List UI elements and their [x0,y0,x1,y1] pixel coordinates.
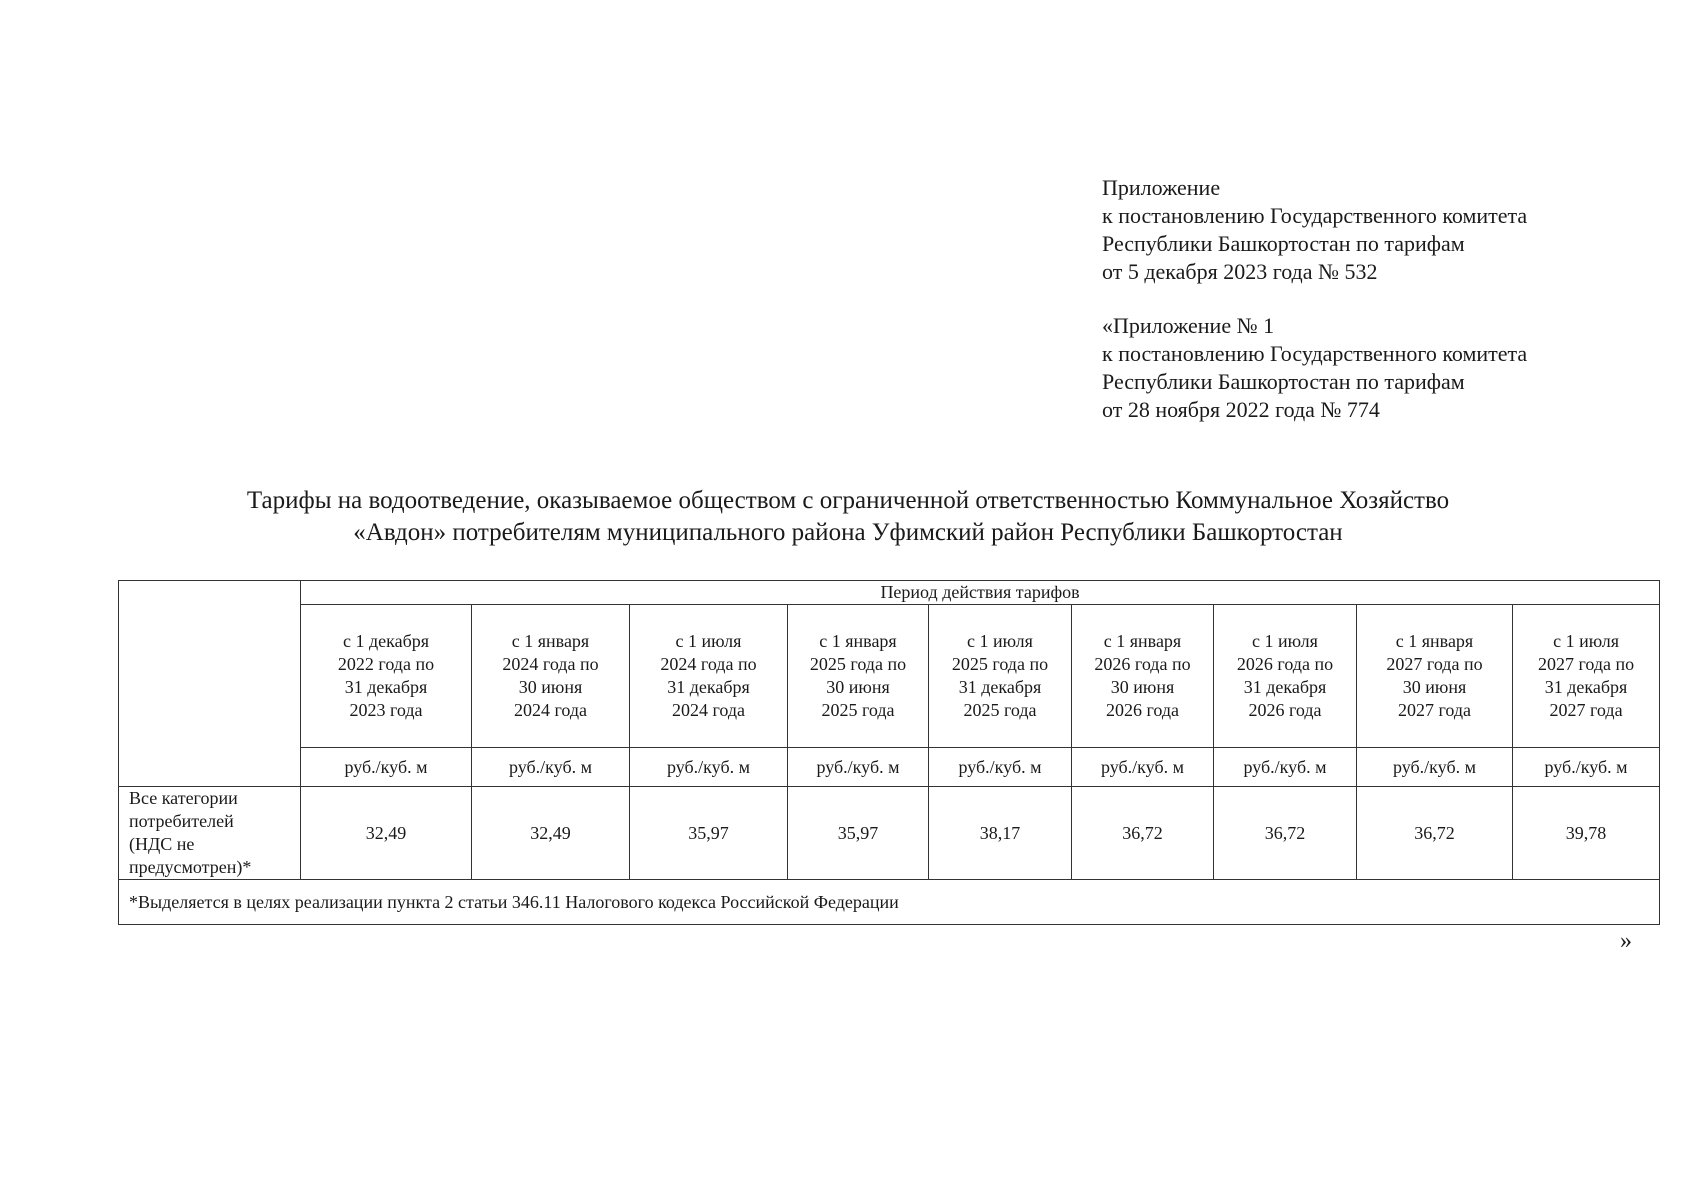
appendix-line: от 5 декабря 2023 года № 532 [1102,259,1378,284]
appendix-line: к постановлению Государственного комитета [1102,203,1528,228]
period-cell: с 1 июля 2026 года по 31 декабря 2026 года [1214,605,1357,748]
unit-cell: руб./куб. м [1072,748,1214,787]
period-cell: с 1 июля 2024 года по 31 декабря 2024 года [630,605,788,748]
appendix-line: Республики Башкортостан по тарифам [1102,369,1465,394]
appendix-line: «Приложение № 1 [1102,313,1275,338]
period-cell: с 1 января 2027 года по 30 июня 2027 года [1357,605,1513,748]
unit-cell: руб./куб. м [1513,748,1660,787]
period-cell: с 1 января 2024 года по 30 июня 2024 года [472,605,630,748]
tariff-value-cell: 38,17 [929,787,1072,880]
unit-cell: руб./куб. м [929,748,1072,787]
unit-cell: руб./куб. м [788,748,929,787]
appendix-current-reference [1102,174,1527,286]
tariff-value-cell: 36,72 [1072,787,1214,880]
closing-quote: » [1620,928,1632,954]
title-line: «Авдон» потребителям муниципального района Уфимский район Республики Башкортостан [353,519,1343,546]
period-cell: с 1 июля 2025 года по 31 декабря 2025 года [929,605,1072,748]
tariff-value-cell: 35,97 [788,787,929,880]
unit-cell: руб./куб. м [1214,748,1357,787]
appendix-original-reference [1102,312,1527,424]
appendix-line: к постановлению Государственного комитета [1102,341,1528,366]
tariff-table [118,580,1660,925]
period-header: Период действия тарифов [301,581,1660,605]
period-cell: с 1 июля 2027 года по 31 декабря 2027 года [1513,605,1660,748]
appendix-line: Республики Башкортостан по тарифам [1102,231,1465,256]
unit-cell: руб./куб. м [301,748,472,787]
unit-cell: руб./куб. м [1357,748,1513,787]
footnote: *Выделяется в целях реализации пункта 2 статьи 346.11 Налогового кодекса Российской Федерации [119,880,1660,925]
appendix-line: Приложение [1102,175,1221,200]
unit-cell: руб./куб. м [472,748,630,787]
tariff-value-cell: 32,49 [472,787,630,880]
title-line: Тарифы на водоотведение, оказываемое обществом с ограниченной ответственностью Коммунальное Хозяйство [246,487,1450,514]
category-cell: Все категории потребителей (НДС не предусмотрен)* [119,787,301,880]
unit-cell: руб./куб. м [630,748,788,787]
appendix-line: от 28 ноября 2022 года № 774 [1102,397,1380,422]
period-cell: с 1 декабря 2022 года по 31 декабря 2023 года [301,605,472,748]
empty-corner-cell [119,581,301,787]
tariff-value-cell: 35,97 [630,787,788,880]
document-title [0,485,1696,549]
tariff-value-cell: 32,49 [301,787,472,880]
tariff-value-cell: 36,72 [1214,787,1357,880]
tariff-value-cell: 39,78 [1513,787,1660,880]
period-cell: с 1 января 2026 года по 30 июня 2026 года [1072,605,1214,748]
table-row [119,787,1660,880]
period-cell: с 1 января 2025 года по 30 июня 2025 года [788,605,929,748]
tariff-value-cell: 36,72 [1357,787,1513,880]
